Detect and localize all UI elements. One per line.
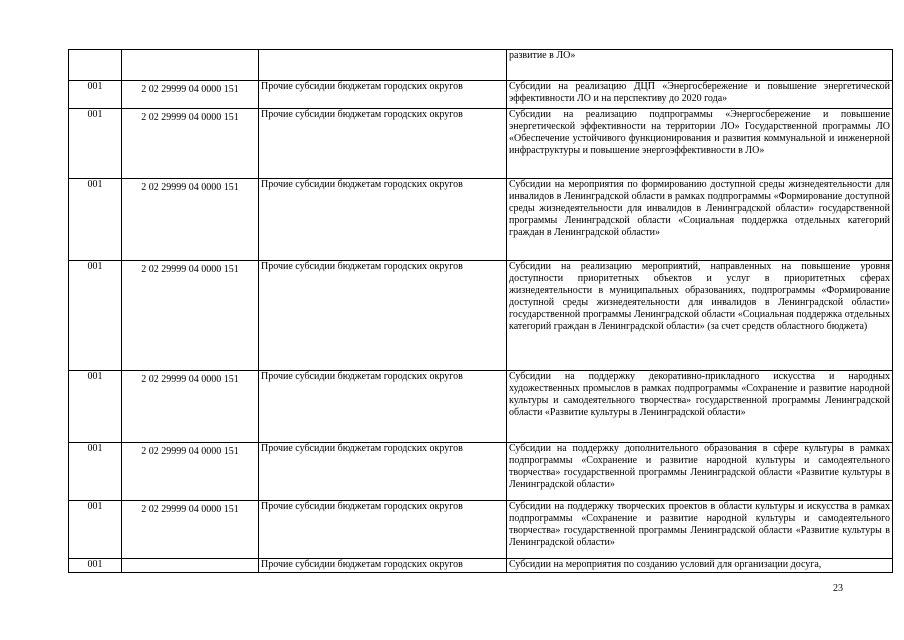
description-cell: Субсидии на мероприятия по формированию доступной среды жизнедеятельности для инвалидов в Ленинградской области в рамках подпрограммы «Формирование доступной среды жизнедеятельности для инвалидов в Ленинградской области» государственной программы Ленинградской области «Социальная поддержка отдельных категорий граждан в Ленинградской области» — [507, 179, 893, 261]
admin-code-cell — [69, 50, 122, 81]
description-cell: Субсидии на мероприятия по созданию условий для организации досуга, — [507, 559, 893, 573]
revenue-classification-table — [68, 49, 893, 573]
revenue-name-cell: Прочие субсидии бюджетам городских округов — [259, 443, 507, 501]
budget-code-cell — [122, 559, 259, 573]
description-cell: Субсидии на поддержку декоративно-прикладного искусства и народных художественных промыслов в рамках подпрограммы «Сохранение и развитие народной культуры и самодеятельного творчества» государственной программы Ленинградской области «Развитие культуры в Ленинградской области» — [507, 371, 893, 443]
table-row — [69, 179, 893, 261]
admin-code-cell: 001 — [69, 501, 122, 559]
budget-code-cell: 2 02 29999 04 0000 151 — [122, 443, 259, 501]
admin-code-cell: 001 — [69, 443, 122, 501]
table-row — [69, 81, 893, 109]
table-row — [69, 109, 893, 179]
description-cell: Субсидии на реализацию подпрограммы «Энергосбережение и повышение энергетической эффективности на территории ЛО» Государственной программы ЛО «Обеспечение устойчивого функционирования и развития коммунальной и инженерной инфраструктуры и повышение энергоэффективности в ЛО» — [507, 109, 893, 179]
table-row — [69, 261, 893, 371]
revenue-name-cell: Прочие субсидии бюджетам городских округов — [259, 261, 507, 371]
revenue-name-cell: Прочие субсидии бюджетам городских округов — [259, 81, 507, 109]
budget-code-cell: 2 02 29999 04 0000 151 — [122, 109, 259, 179]
description-cell: Субсидии на поддержку творческих проектов в области культуры и искусства в рамках подпрограммы «Сохранение и развитие народной культуры и самодеятельного творчества» государственной программы Ленинградской области «Развитие культуры в Ленинградской области» — [507, 501, 893, 559]
budget-code-cell: 2 02 29999 04 0000 151 — [122, 81, 259, 109]
revenue-name-cell: Прочие субсидии бюджетам городских округов — [259, 501, 507, 559]
description-cell: Субсидии на реализацию мероприятий, направленных на повышение уровня доступности приоритетных объектов и услуг в приоритетных сферах жизнедеятельности в муниципальных образованиях, подпрограммы «Формирование доступной среды жизнедеятельности для инвалидов в Ленинградской области» государственной программы Ленинградской области «Социальная поддержка отдельных категорий граждан в Ленинградской области» (за счет средств областного бюджета) — [507, 261, 893, 371]
budget-code-cell: 2 02 29999 04 0000 151 — [122, 261, 259, 371]
revenue-name-cell: Прочие субсидии бюджетам городских округов — [259, 559, 507, 573]
budget-code-cell — [122, 50, 259, 81]
description-cell: развитие в ЛО» — [507, 50, 893, 81]
admin-code-cell: 001 — [69, 559, 122, 573]
page-number: 23 — [833, 583, 843, 594]
table-row — [69, 501, 893, 559]
revenue-name-cell: Прочие субсидии бюджетам городских округов — [259, 179, 507, 261]
admin-code-cell: 001 — [69, 261, 122, 371]
budget-code-cell: 2 02 29999 04 0000 151 — [122, 371, 259, 443]
table-row — [69, 443, 893, 501]
description-cell: Субсидии на реализацию ДЦП «Энергосбережение и повышение энергетической эффективности ЛО и на перспективу до 2020 года» — [507, 81, 893, 109]
revenue-name-cell — [259, 50, 507, 81]
admin-code-cell: 001 — [69, 371, 122, 443]
table-row — [69, 50, 893, 81]
budget-code-cell: 2 02 29999 04 0000 151 — [122, 179, 259, 261]
table-row — [69, 371, 893, 443]
admin-code-cell: 001 — [69, 179, 122, 261]
admin-code-cell: 001 — [69, 81, 122, 109]
revenue-name-cell: Прочие субсидии бюджетам городских округов — [259, 109, 507, 179]
revenue-name-cell: Прочие субсидии бюджетам городских округов — [259, 371, 507, 443]
admin-code-cell: 001 — [69, 109, 122, 179]
budget-code-cell: 2 02 29999 04 0000 151 — [122, 501, 259, 559]
table-row — [69, 559, 893, 573]
description-cell: Субсидии на поддержку дополнительного образования в сфере культуры в рамках подпрограммы «Сохранение и развитие народной культуры и самодеятельного творчества» государственной программы Ленинградской области «Развитие культуры в Ленинградской области» — [507, 443, 893, 501]
